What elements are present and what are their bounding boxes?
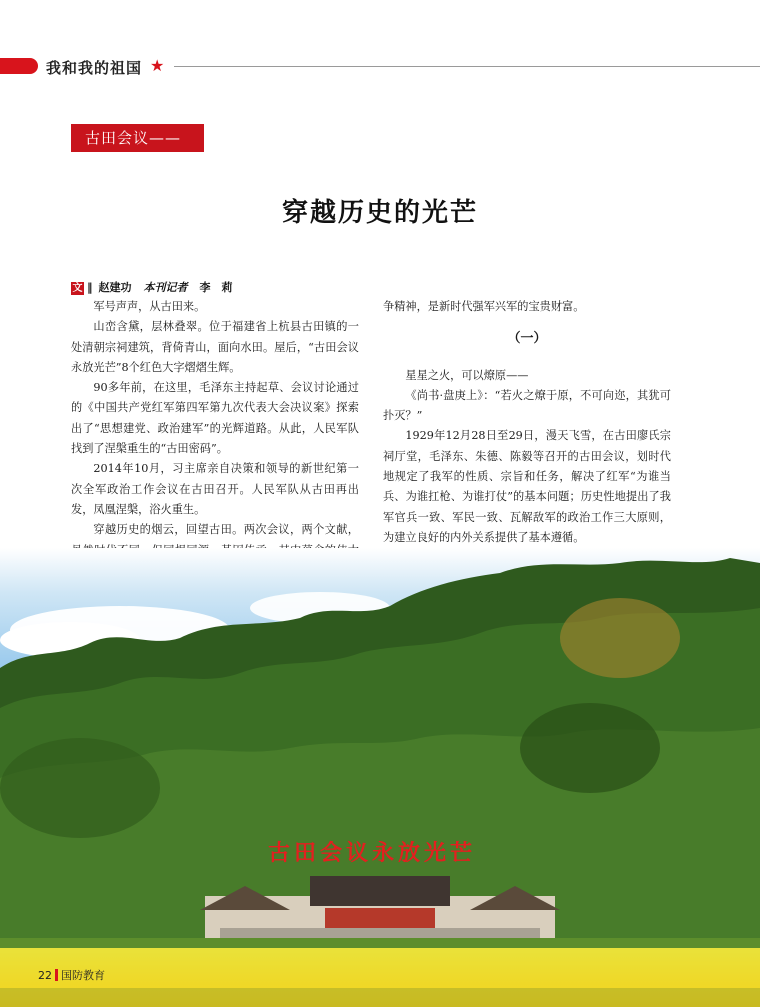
author-2: 李 莉 bbox=[199, 281, 233, 294]
byline bbox=[71, 279, 233, 295]
section-subheading: （一） bbox=[507, 331, 547, 347]
paragraph: 星星之火，可以燎原—— bbox=[405, 368, 529, 382]
paragraph: 穿越历史的烟云，回望古田。两次会议，两个文献， bbox=[93, 523, 359, 537]
magazine-name: 国防教育 bbox=[61, 969, 105, 982]
article-column-left bbox=[71, 297, 359, 581]
folio-divider bbox=[55, 969, 58, 981]
author-role: 本刊记者 bbox=[143, 281, 188, 294]
page-footer bbox=[38, 967, 105, 983]
sign-text: 古田会议永放光芒 bbox=[267, 841, 477, 866]
header-rule bbox=[174, 66, 760, 67]
page-number: 22 bbox=[38, 969, 52, 982]
article-column-right bbox=[383, 297, 671, 548]
star-icon: ★ bbox=[150, 56, 165, 75]
section-tab bbox=[0, 58, 38, 74]
paragraph: 军号声声，从古田来。 bbox=[93, 300, 206, 313]
paragraph-continued: 争精神，是新时代强军兴军的宝贵财富。 bbox=[383, 300, 585, 313]
gutian-sign bbox=[268, 840, 476, 866]
author-1: 赵建功 bbox=[98, 281, 132, 294]
paragraph: 90多年前，在这里，毛泽东主持起草、会议讨论通过的《中国共产党红军第四军第九次代表大会决议案》探索出了“思想建党、政治建军”的光辉道路。从此，人民军队找到了涅槃重生的“古田密码”。 bbox=[71, 381, 359, 456]
byline-separator: ‖ bbox=[87, 281, 93, 294]
paragraph: 2014年10月，习主席亲自决策和领导的新世纪第一次全军政治工作会议在古田召开。人民军队从古田再出发，凤凰涅槃，浴火重生。 bbox=[71, 462, 359, 516]
paragraph: 山峦含黛，层林叠翠。位于福建省上杭县古田镇的一处清朝宗祠建筑，背倚青山，面向水田。屋后，“古田会议永放光芒”8个红色大字熠熠生辉。 bbox=[71, 320, 359, 374]
paragraph: 《尚书·盘庚上》：“若火之燎于原，不可向迩，其犹可扑灭？” bbox=[383, 388, 671, 423]
gutian-hall-photo bbox=[0, 548, 760, 1007]
article-title: 穿越历史的光芒 bbox=[281, 198, 478, 228]
byline-tag: 文 bbox=[72, 283, 83, 294]
paragraph: 1929年12月28日至29日，漫天飞雪，在古田廖氏宗祠厅堂，毛泽东、朱德、陈毅等召开的古田会议，划时代地规定了我军的性质、宗旨和任务，解决了红军“为谁当兵、为谁扛枪、为谁打仗”的基本问题；历史性地提出了我军官兵一致、军民一致、瓦解敌军的政治工作三大原则，为建立良好的内外关系提供了基本遵循。 bbox=[383, 429, 671, 544]
section-title: 我和我的祖国 bbox=[46, 59, 143, 77]
topic-label: 古田会议—— bbox=[71, 124, 204, 152]
